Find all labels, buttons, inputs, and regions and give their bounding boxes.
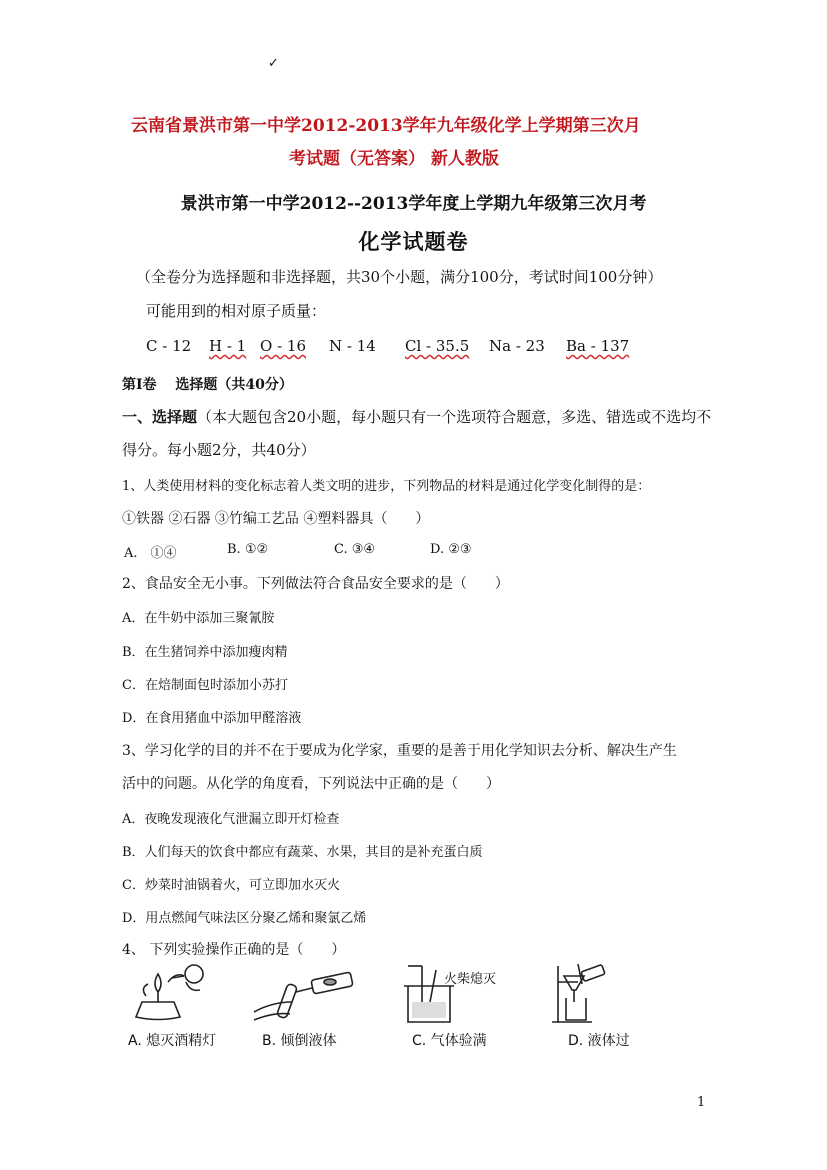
q1-option-d: D. ②③ [430,542,472,557]
atomic-mass-na: Na - 23 [489,337,545,355]
q1-stem: 1、人类使用材料的变化标志着人类文明的进步，下列物品的材料是通过化学变化制得的是： [122,479,651,494]
q2-stem: 2、食品安全无小事。下列做法符合食品安全要求的是（ ） [122,576,509,592]
pouring-liquid-figure [252,962,362,1024]
atomic-mass-c: C - 12 [146,337,192,355]
q1-items: ①铁器 ②石器 ③竹编工艺品 ④塑料器具（ ） [122,511,430,527]
figure-c-caption: C. 气体验满 [412,1033,487,1049]
q3-option-c: C．炒菜时油锅着火，可立即加水灭火 [122,878,340,893]
atomic-mass-o: O - 16 [260,337,306,355]
gas-test-figure [400,962,470,1026]
section1-desc-line1 [122,406,711,427]
q3-option-b: B．人们每天的饮食中都应有蔬菜、水果，其目的是补充蛋白质 [122,845,483,860]
q1-option-c: C. ③④ [334,542,376,557]
q2-option-c: C．在焙制面包时添加小苏打 [122,678,288,693]
q3-option-a: A．夜晚发现液化气泄漏立即开灯检查 [122,812,340,827]
section1-desc: （本大题包含20小题，每小题只有一个选项符合题意，多选、错选或不选均不 [197,408,712,426]
atomic-mass-h: H - 1 [209,337,247,355]
part1-title: 第Ⅰ卷 选择题（共40分） [122,377,293,393]
exam-header: 景洪市第一中学2012--2013学年度上学期九年级第三次月考 [180,194,647,214]
section1-title: 一、选择题 [122,408,198,426]
figure-d-caption: D. 液体过 [568,1033,630,1049]
filtration-figure [548,962,618,1026]
exam-title: 化学试题卷 [358,229,469,254]
q3-option-d: D．用点燃闻气味法区分聚乙烯和聚氯乙烯 [122,911,367,926]
atomic-mass-label: 可能用到的相对原子质量： [146,302,327,320]
page-number: 1 [697,1095,706,1110]
q2-option-b: B．在生猪饲养中添加瘦肉精 [122,645,288,660]
alcohol-lamp-figure [128,962,228,1024]
figure-b-caption: B. 倾倒液体 [262,1033,337,1049]
q2-option-a: A．在牛奶中添加三聚氰胺 [122,611,275,626]
check-mark: ✓ [268,56,279,71]
q1-option-a: A. ①④ [124,546,177,561]
atomic-mass-ba: Ba - 137 [566,337,630,355]
exam-note: （全卷分为选择题和非选择题，共30个小题，满分100分，考试时间100分钟） [136,268,663,286]
q3-stem-line1: 3、学习化学的目的并不在于要成为化学家，重要的是善于用化学知识去分析、解决生产生 [122,743,677,759]
banner-title-line1: 云南省景洪市第一中学2012-2013学年九年级化学上学期第三次月 [131,116,641,136]
banner-title-line2: 考试题（无答案） 新人教版 [289,149,499,169]
atomic-mass-cl: Cl - 35.5 [405,337,470,355]
figure-a-caption: A. 熄灭酒精灯 [128,1033,217,1049]
q4-stem: 4、 下列实验操作正确的是（ ） [122,942,346,958]
match-out-label: 火柴熄灭 [444,972,497,987]
q1-option-b: B. ①② [227,542,269,557]
q3-stem-line2: 活中的问题。从化学的角度看，下列说法中正确的是（ ） [122,776,500,792]
section1-desc-line2: 得分。每小题2分，共40分） [122,441,316,459]
atomic-mass-n: N - 14 [329,337,376,355]
q2-option-d: D．在食用猪血中添加甲醛溶液 [122,711,302,726]
